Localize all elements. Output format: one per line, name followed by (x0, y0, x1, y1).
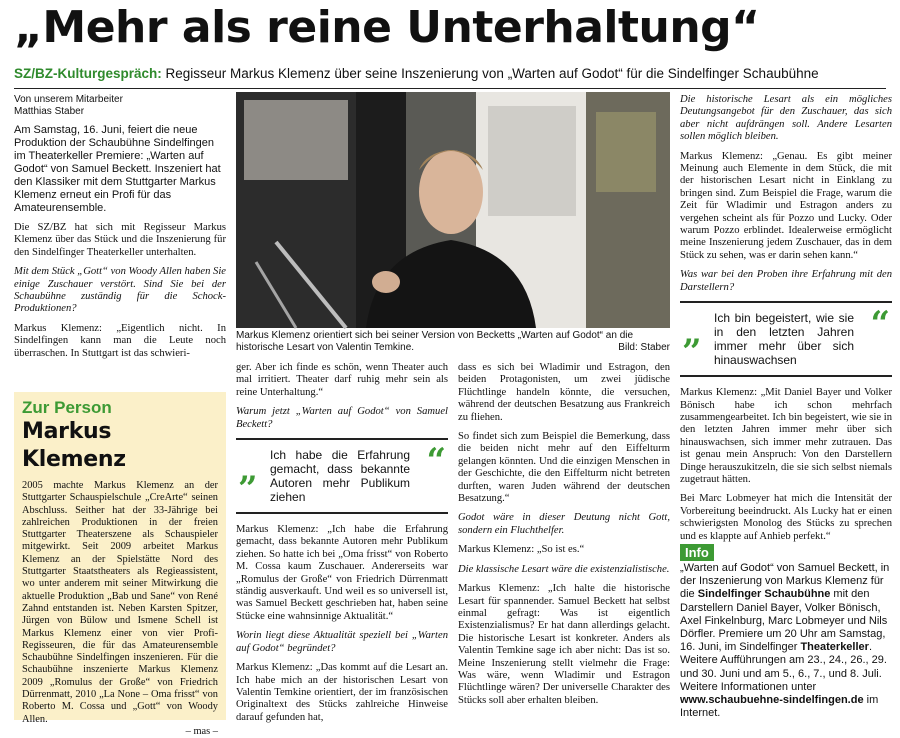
subhead-kicker: SZ/BZ-Kulturgespräch: (14, 66, 162, 81)
paragraph: Markus Klemenz: „Genau. Es gibt meiner Meinung auch Elemente in dem Stück, die mit der historischen Lesart nicht in Einklang zu bringen sind. Zum Beispiel die Frage, warum die Zeit für Wladimir und Estragon anders zu vergehen scheint als für Pozzo und Lucky. Oder warum Pozzo erblindet. Idealerweise ermöglicht meine Inszenierung jedem Zuschauer, das in dem Stück zu sehen, was er darin sehen kann.“ (680, 150, 892, 261)
info-website-link: www.schaubuehne-sindelfingen.de (680, 694, 864, 707)
paragraph: So findet sich zum Beispiel die Bemerkung, dass die beiden nicht mehr auf den Eiffelturm gelangen könnten. Und die einzigen Menschen in der Geschichte, die den Eiffelturm nicht betreten durften, waren Juden während der deutschen Besatzung.“ (458, 431, 670, 505)
info-text: im Internet. (680, 694, 879, 720)
caption-text: Markus Klemenz orientiert sich bei seiner Version von Becketts „Warten auf Godot“ an die historische Lesart von Valentin Temkine. (236, 330, 634, 353)
quote-mark-icon: ” (682, 332, 702, 373)
question: Die historische Lesart als ein mögliches Deutungsangebot für den Zuschauer, das sich aber nicht aufdrängen soll. Andere Lesarten sollen möglich bleiben. (680, 94, 892, 143)
paragraph: Markus Klemenz: „Ich habe die Erfahrung gemacht, dass bekannte Autoren mehr Publikum ziehen. So hatte ich bei „Oma frisst“ von Roberto M. Cossa kaum Zuschauer. Andererseits war „Romulus der Große“ von Friedrich Dürrenmatt ständig ausverkauft. Und weil es so universell ist, was Samuel Beckett geschrieben hat, haben seine Stücke eine wahnsinnige Aktualität.“ (236, 524, 448, 622)
info-box (680, 562, 892, 720)
pull-quote (236, 438, 448, 514)
paragraph: ger. Aber ich finde es schön, wenn Theater auch mal irritiert. Theater darf ruhig mehr sein als reine Unterhaltung.“ (236, 362, 448, 398)
info-text: . Weitere Aufführungen am 23., 24., 26., 29. und 30. Juni und am 5., 6., 7., und 8. Juli. Weitere Informationen unter (680, 641, 887, 693)
info-text: „Warten auf Godot“ von Samuel Beckett, in der Inszenierung von Markus Klemenz für die (680, 562, 890, 601)
byline-line-1: Von unserem Mitarbeiter (14, 94, 123, 105)
column-1 (14, 94, 226, 388)
quote-mark-icon: “ (870, 304, 890, 345)
info-bold: Theaterkeller (800, 641, 869, 654)
question: Die klassische Lesart wäre die existenzialistische. (458, 563, 670, 575)
zur-person-kicker: Zur Person (22, 398, 112, 417)
byline (14, 94, 226, 118)
zur-person-box (14, 392, 226, 737)
zur-person-body: 2005 machte Markus Klemenz an der Stuttgarter Schauspielschule „CreArte“ seinen Abschluss. Seither hat der 33-Jährige bei zahlreichen Produktionen in der freien Stuttgarter Theaterszene als Schauspieler mitgewirkt. Seit 2009 arbeitet Markus Klemenz an der Spielstätte Nord des Stuttgarter Staatstheaters als Regieassistent, wo unter anderem mit seiner Mitwirkung die aktuelle Produktion „Bab und Sane“ von René Zahnd entstanden ist. Neben Karsten Spitzer, Jürgen von Bülow und Ismene Schell ist Markus Klemenz einer von vier Profi-Regisseuren, die für das Amateurensemble Schaubühne Sindelfingen inszenieren. Für die Schaubühne inszenierte Markus Klemenz 2009 „Romulus der Große“ von Friedrich Dürrenmatt, 2010 „La None – Oma frisst“ von Roberto M. Cossa und „Gott“ von Woody Allen. (22, 480, 218, 725)
info-label: Info (680, 544, 714, 561)
subheadline (14, 66, 886, 88)
paragraph: Die SZ/BZ hat sich mit Regisseur Markus Klemenz über das Stück und die Inszenierung für den Sindelfinger Theaterkeller unterhalten. (14, 222, 226, 258)
question: Mit dem Stück „Gott“ von Woody Allen haben Sie einige Zuschauer verstört. Sind Sie bei der Schaubühne zuständig für die Schock-Produktionen? (14, 266, 226, 315)
zur-person-name: Markus Klemenz (22, 419, 126, 472)
quote-mark-icon: ” (238, 469, 258, 510)
photo-caption (236, 330, 670, 354)
paragraph: Markus Klemenz: „Eigentlich nicht. In Sindelfingen kann man die Leute noch überraschen. In Stuttgart ist das schwieri- (14, 322, 226, 359)
quote-mark-icon: “ (426, 441, 446, 482)
question: Warum jetzt „Warten auf Godot“ von Samuel Beckett? (236, 406, 448, 430)
header-rule (14, 88, 886, 89)
column-2 (236, 362, 448, 722)
photo-credit: Bild: Staber (618, 342, 670, 353)
headline: „Mehr als reine Unterhaltung“ (14, 2, 760, 53)
pull-quote-text: Ich habe die Erfahrung gemacht, dass bekannte Autoren mehr Publikum ziehen (270, 448, 410, 505)
paragraph: dass es sich bei Wladimir und Estragon, den beiden Protagonisten, um zwei jüdische Flüchtlinge handeln könnte, die versuchen, während der deutschen Besatzung aus Frankreich zu fliehen. (458, 362, 670, 423)
photo-illustration (236, 92, 670, 328)
subhead-text: Regisseur Markus Klemenz über seine Inszenierung von „Warten auf Godot“ für die Sindelfinger Schaubühne (161, 66, 819, 81)
column-3 (458, 362, 670, 722)
paragraph: Bei Marc Lobmeyer hat mich die Intensität der Vorbereitung beeindruckt. Als Lucky hat er einen schwierigsten Monolog des Stücks zu sprechen und es klappte auf Anhieb perfekt.“ (680, 493, 892, 542)
column-4 (680, 94, 892, 540)
byline-author: Matthias Staber (14, 106, 85, 117)
paragraph: Markus Klemenz: „Das kommt auf die Lesart an. Ich habe mich an der historischen Lesart von Valentin Temkine orientiert, der im französischen Originaltext des Stücks zahlreiche Hinweise darauf gefunden hat, (236, 662, 448, 723)
info-bold: Sindelfinger Schaubühne (697, 588, 831, 601)
pull-quote-text: Ich bin begeistert, wie sie in den letzten Jahren immer mehr über sich hinauswachsen (714, 311, 854, 368)
paragraph: Markus Klemenz: „Ich halte die historische Lesart für spannender. Samuel Beckett hat selbst einmal gefragt: Was ist eigentlich Existenzialismus? Er hat dann allerdings gelacht. Die historische Lesart ist konkreter. Anders als Valentin Temkine sage ich aber nicht: Das ist so. Meine Inszenierung stellt vielmehr die Frage: Was wäre, wenn Wladimir und Estragon Flüchtlinge wären? Der universelle Charakter des Stücks soll aber erhalten bleiben. (458, 583, 670, 706)
article-photo (236, 92, 670, 328)
lead-paragraph: Am Samstag, 16. Juni, feiert die neue Produktion der Schaubühne Sindelfingen im Theaterkeller Premiere: „Warten auf Godot“ von Samuel Beckett. Inszeniert hat den Klassiker mit dem Stuttgarter Markus Klemenz erneut ein Profi für das Amateurensemble. (14, 124, 221, 214)
question: Worin liegt diese Aktualität speziell bei „Warten auf Godot“ begründet? (236, 630, 448, 654)
paragraph: Markus Klemenz: „Mit Daniel Bayer und Volker Bönisch habe ich schon mehrfach zusammengearbeitet. Ich bin begeistert, wie sie in den letzten Jahren immer mehr über sich hinauswachsen, sich immer mehr zutrauen. Das ist genau mein Anspruch: Von den Darstellern Dinge herauszukitzeln, die sie sich selbst niemals zugetraut hätten. (680, 387, 892, 485)
paragraph: Markus Klemenz: „So ist es.“ (458, 544, 585, 556)
zur-person-signature: – mas – (185, 725, 218, 737)
question: Godot wäre in dieser Deutung nicht Gott, sondern ein Fluchthelfer. (458, 512, 670, 536)
info-text: mit den Darstellern Daniel Bayer, Volker Bönisch, Axel Finkelnburg, Marc Lobmeyer und Nils Dörfler. Premiere um 20 Uhr am Samstag, 16. Juni, im Sindelfinger (680, 588, 888, 654)
question: Was war bei den Proben ihre Erfahrung mit den Darstellern? (680, 269, 892, 293)
pull-quote (680, 301, 892, 377)
